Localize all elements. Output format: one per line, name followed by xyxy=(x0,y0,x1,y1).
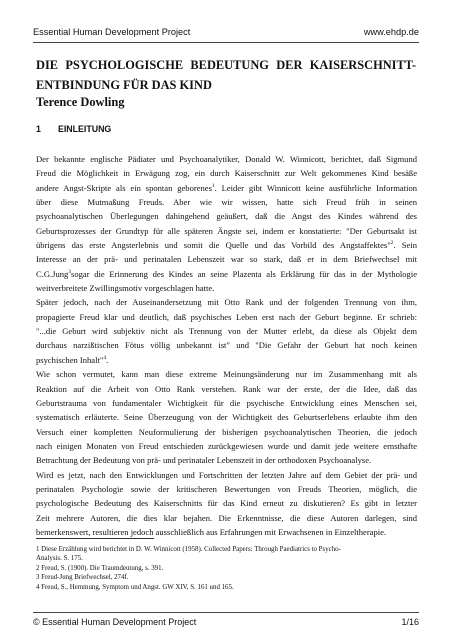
body-line xyxy=(36,468,417,482)
body-line-text: perinatalen Psychologie sowie der kritischeren Bewertungen von Freuds Theorien, möglich, die xyxy=(36,483,417,494)
body-line xyxy=(36,453,417,467)
footnote-marker: 1 xyxy=(211,182,215,189)
footnote-marker: 4 xyxy=(103,354,107,361)
body-line-text: bemerkenswert, resultieren jedoch ausschließlich aus Erfahrungen mit Erwachsenen in Einzeltherapie. xyxy=(36,526,387,537)
body-line xyxy=(36,382,417,396)
body-line xyxy=(36,338,417,352)
body-line xyxy=(36,181,417,195)
body-line xyxy=(36,252,417,266)
footnote-line: Analysis. S. 175. xyxy=(36,555,83,563)
body-line-text: psychischen Inhalt" xyxy=(36,354,104,365)
footer-divider xyxy=(33,612,419,613)
footnote-marker: 3 xyxy=(68,268,72,275)
body-line-text: andere Angst-Skripte als ein spontan geborenes xyxy=(36,182,212,193)
section-heading xyxy=(36,124,111,134)
footnote-divider xyxy=(36,538,154,539)
body-line-text: Wie schon vermutet, kann man diese extreme Meinungsänderung nur im Zusammenhang mit als xyxy=(36,369,417,380)
title-line-1: DIE PSYCHOLOGISCHE BEDEUTUNG DER KAISERSCHNITT- xyxy=(36,58,416,72)
author-name: Terence Dowling xyxy=(36,95,125,109)
body-line-text: nach einigen Monaten von Freud entschieden zurückgewiesen wurde und damit jede weitere ernsthafte xyxy=(36,440,417,451)
header-website: www.ehdp.de xyxy=(363,27,419,37)
body-line xyxy=(36,353,417,367)
body-line xyxy=(36,367,417,381)
footer-copyright: © Essential Human Development Project xyxy=(33,617,197,627)
body-line-text: übrigens das erste Angsterlebnis und somit die Quelle und das Vorbild des Angstaffektes" xyxy=(36,240,391,251)
body-line-text-continued: . xyxy=(106,354,109,365)
body-line-text-continued: . Leider gibt Winnicott keine ausführliche Information xyxy=(214,182,417,193)
body-line xyxy=(36,166,417,180)
body-line xyxy=(36,238,417,252)
body-line-text: Der bekannte englische Pädiater und Psychoanalytiker, Donald W. Winnicott, berichtet, daß Sigmund xyxy=(36,154,417,164)
body-line-text: Geburtstrauma von fundamentaler Wichtigkeit für die psychische Entwicklung eines Menschen sei, xyxy=(36,397,417,408)
body-line-text: C.G.Jung xyxy=(36,268,69,279)
body-line-text: systematisch erläuterte. Seine Überzeugung von der Wichtigkeit des Geburtserlebens erlaubte ihm den xyxy=(36,412,417,423)
body-line xyxy=(36,310,417,324)
footnote-line: 2 Freud, S. (1900). Die Traumdeutung, s. 391. xyxy=(36,564,164,572)
body-line xyxy=(36,209,417,223)
title-line-2: ENTBINDUNG FÜR DAS KIND xyxy=(36,78,212,92)
header-divider xyxy=(33,42,419,43)
body-line-text: Reaktion auf die Arbeit von Otto Rank verstehen. Rank war der erste, der die Idee, daß das xyxy=(36,383,417,394)
body-line xyxy=(36,439,417,453)
section-title: EINLEITUNG xyxy=(58,124,112,134)
body-line xyxy=(36,224,417,238)
document-title xyxy=(36,55,416,95)
body-line-text: Zeit mehrere Autoren, die dies klar bejahen. Die Erkenntnisse, die diese Autoren darlegen, sind xyxy=(36,512,417,523)
section-number: 1 xyxy=(36,124,41,134)
body-line-text: propagierte Freud klar und deutlich, daß psychisches Leben erst nach der Geburt beginne. Er schrieb: xyxy=(36,311,417,322)
body-line-text: psychoanalytischen Überlegungen dahingehend geäußert, daß die Angst des Kindes während des xyxy=(36,211,417,222)
body-line-text: psychologische Bedeutung des Kaiserschnitts für das Kind erneut zu diskutieren? Es gibt in letzter xyxy=(36,498,417,509)
body-line xyxy=(36,410,417,424)
body-line xyxy=(36,482,417,496)
body-line-text: Wird es jetzt, nach den Entwicklungen und Fortschritten der letzten Jahre auf dem Gebiet der prä- und xyxy=(36,469,417,480)
body-line-text: Geburtsprozesses der Grundtyp für alle späteren Ängste sei, indem er konstatierte: "Der Geburtsakt ist xyxy=(36,225,417,236)
body-line-text: durchaus narzißtischen Fötus völlig unbekannt ist" und "Die Gefahr der Geburt hat noch keinen xyxy=(36,340,417,351)
body-line xyxy=(36,152,417,166)
body-line xyxy=(36,396,417,410)
footnote-line: 4 Freud, S., Hemmung, Symptom und Angst. GW XIV, S. 161 und 165. xyxy=(36,583,234,591)
body-line-text: Später jedoch, nach der Auseinandersetzung mit Otto Rank und der folgenden Trennung von ihm, xyxy=(36,297,417,308)
header-project-name: Essential Human Development Project xyxy=(33,27,191,37)
body-line-text: Interesse an der prä- und perinatalen Lebenszeit war so stark, daß er in dem Briefwechsel mit xyxy=(36,254,417,265)
body-line-text: Betrachtung der Bedeutung von prä- und perinataler Lebenszeit in der orthodoxen Psychoanalyse. xyxy=(36,455,372,466)
footnote-marker: 2 xyxy=(390,240,394,247)
body-line xyxy=(36,496,417,510)
body-line-text: über diese Mutmaßung Freuds. Aber wie wir wissen, hatte sich Freud früh in seinen xyxy=(36,197,417,208)
body-text xyxy=(36,152,417,539)
body-line-text: weitverbreitete Zwillingsmotiv vorgeschlagen hatte. xyxy=(36,283,215,294)
page-footer xyxy=(33,617,419,627)
body-line-text: Freud die Möglichkeit in Erwägung zog, ein durch Kaiserschnitt zur Welt gekommenes Kind besäße xyxy=(36,168,417,179)
page-header xyxy=(33,27,419,37)
body-line xyxy=(36,324,417,338)
body-line-text-continued: sogar die Erinnerung des Kindes an seine Plazenta als Erklärung für das in der Mythologie xyxy=(71,268,417,279)
footnote-line: 3 Freud-Jung Briefwechsel, 274f. xyxy=(36,574,129,582)
body-line xyxy=(36,195,417,209)
page-number: 1/16 xyxy=(401,617,419,627)
body-line-text: "...die Geburt wird subjektiv nicht als Trennung von der Mutter erlebt, da diese als Objekt dem xyxy=(36,326,417,337)
body-line xyxy=(36,295,417,309)
body-line xyxy=(36,425,417,439)
footnote-line: 1 Diese Erzählung wird berichtet in D. W. Winnicott (1958). Collected Papers: Through Paediatrics to Psycho- xyxy=(36,546,341,553)
body-line-text: Versuch einer kompletten Neuformulierung der bisherigen psychoanalytischen Theorien, die jedoch xyxy=(36,426,417,437)
body-line xyxy=(36,511,417,525)
body-line xyxy=(36,281,417,295)
body-line-text-continued: . Sein xyxy=(393,240,418,251)
body-line xyxy=(36,267,417,281)
footnotes xyxy=(36,545,417,592)
